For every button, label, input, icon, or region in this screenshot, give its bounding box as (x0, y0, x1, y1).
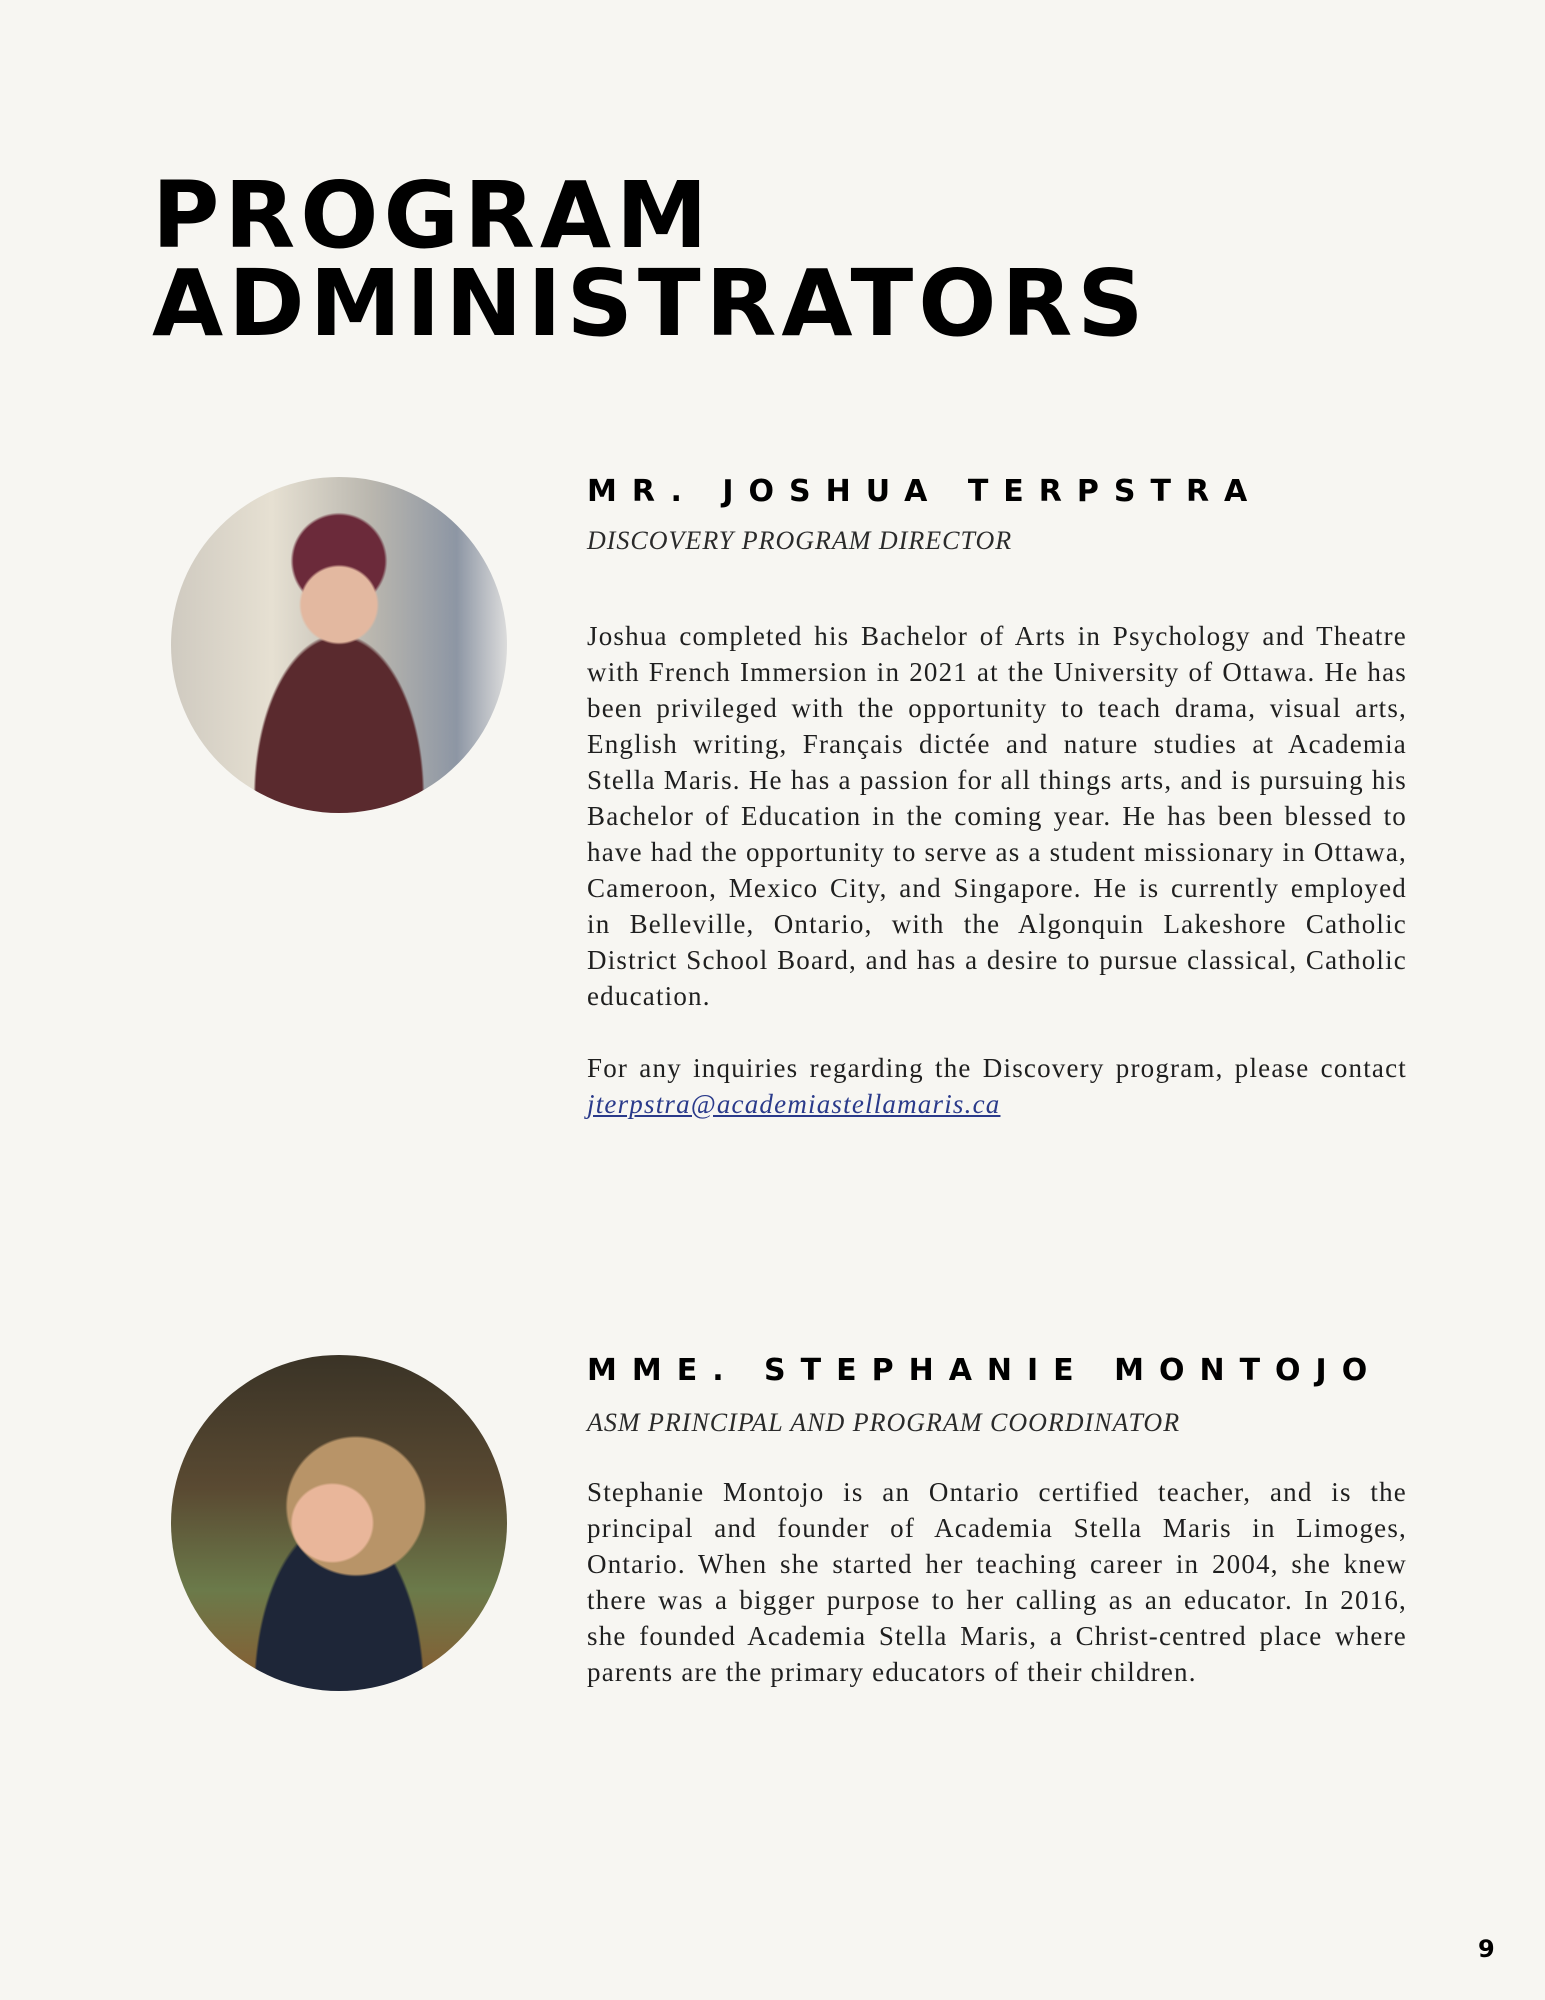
person-role: ASM PRINCIPAL AND PROGRAM COORDINATOR (587, 1408, 1181, 1437)
person-name: MR. JOSHUA TERPSTRA (587, 474, 1263, 509)
title-line-2: ADMINISTRATORS (152, 250, 1149, 357)
bio-paragraph: Stephanie Montojo is an Ontario certified teacher, and is the principal and founder of Academia Stella Maris in Limoges, Ontario. When she started her teaching career in 2004, she knew there was a bigger purpose to her calling as an educator. In 2016, she founded Academia Stella Maris, a Christ-centred place where parents are the primary educators of their children. (587, 1477, 1407, 1687)
stephanie-montojo-photo (171, 1355, 507, 1691)
page-number: 9 (1478, 1935, 1495, 1963)
bio-paragraph: Joshua completed his Bachelor of Arts in Psychology and Theatre with French Immersion in 2021 at the University of Ottawa. He has been privileged with the opportunity to teach drama, visual arts, English writing, Français dictée and nature studies at Academia Stella Maris. He has a passion for all things arts, and is pursuing his Bachelor of Education in the coming year. He has been blessed to have had the opportunity to serve as a student missionary in Ottawa, Cameroon, Mexico City, and Singapore. He is currently employed in Belleville, Ontario, with the Algonquin Lakeshore Catholic District School Board, and has a desire to pursue classical, Catholic education. (587, 621, 1407, 1011)
person-role: DISCOVERY PROGRAM DIRECTOR (587, 526, 1013, 555)
person-bio (587, 618, 1407, 1158)
contact-text: For any inquiries regarding the Discovery program, please contact (587, 1053, 1407, 1083)
email-link[interactable]: jterpstra@academiastellamaris.ca (587, 1089, 1001, 1119)
title-line-1: PROGRAM (152, 162, 713, 269)
person-name: MME. STEPHANIE MONTOJO (587, 1353, 1383, 1388)
page-title (152, 162, 1149, 357)
person-bio (587, 1474, 1407, 1726)
joshua-terpstra-photo (171, 477, 507, 813)
contact-paragraph (587, 1050, 1407, 1122)
